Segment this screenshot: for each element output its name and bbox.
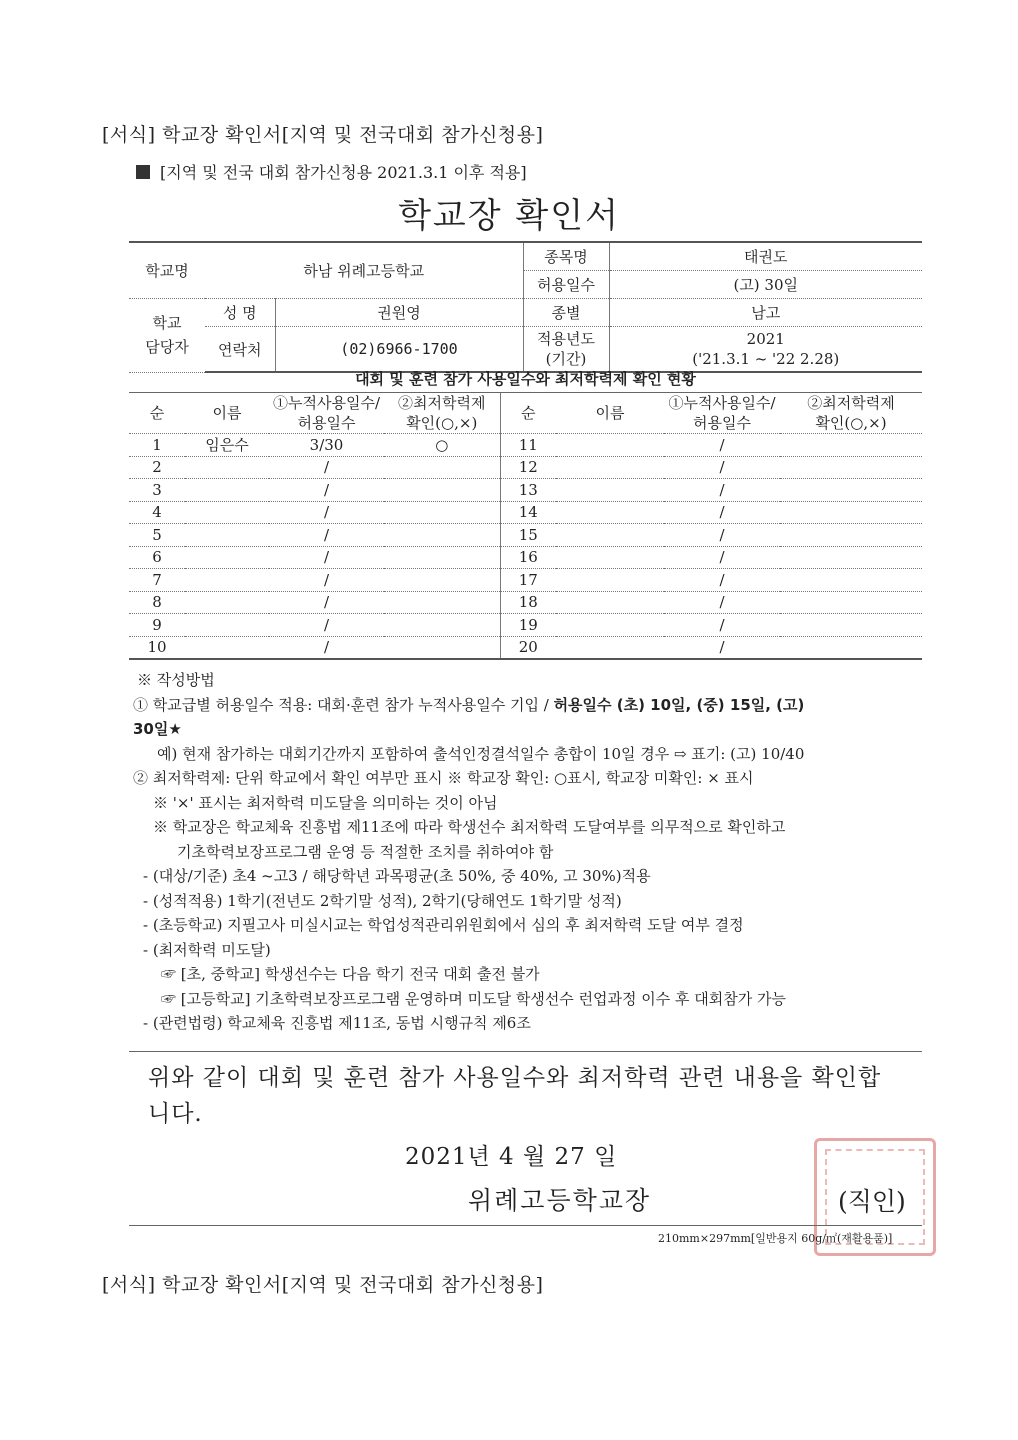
confirmation-statement bbox=[148, 1060, 928, 1132]
row-no-2: 18 bbox=[500, 591, 556, 614]
period-value-text: ('21.3.1 ~ '22 2.28) bbox=[692, 350, 840, 368]
sport-value: 태권도 bbox=[609, 242, 922, 271]
row-days: / bbox=[269, 479, 384, 502]
row-acad-2 bbox=[780, 524, 922, 547]
allow-days-value: (고) 30일 bbox=[609, 271, 922, 299]
section-title: 대회 및 훈련 참가 사용일수와 최저학력제 확인 현황 bbox=[129, 368, 922, 393]
row-name-2 bbox=[556, 591, 664, 614]
school-label: 학교명 bbox=[129, 242, 205, 299]
row-days-2: / bbox=[664, 614, 780, 637]
col-days-2 bbox=[664, 393, 780, 434]
table-row bbox=[129, 501, 922, 524]
issue-date: 2021년 4 월 27 일 bbox=[405, 1144, 618, 1170]
school-info-table bbox=[129, 241, 922, 373]
row-no-2: 19 bbox=[500, 614, 556, 637]
instruction-high: ☞ [고등학교] 기초학력보장프로그램 운영하며 미도달 학생선수 런업과정 이수 후 대회참가 가능 bbox=[161, 989, 787, 1008]
instruction-2-duty: ※ 학교장은 학교체육 진흥법 제11조에 따라 학생선수 최저학력 도달여부를 의무적으로 확인하고 bbox=[153, 818, 786, 836]
instruction-2: ② 최저학력제: 단위 학교에서 확인 여부만 표시 ※ 학교장 확인: ○표시, 학교장 미확인: × 표시 bbox=[133, 769, 754, 787]
row-acad-2 bbox=[780, 569, 922, 592]
row-acad bbox=[384, 569, 500, 592]
col-name: 이름 bbox=[185, 393, 269, 434]
row-days-2: / bbox=[664, 479, 780, 502]
row-no-2: 17 bbox=[500, 569, 556, 592]
row-days-2: / bbox=[664, 591, 780, 614]
instruction-below-min: - (최저학력 미도달) bbox=[143, 940, 271, 959]
year-value bbox=[609, 327, 922, 373]
row-days-2: / bbox=[664, 434, 780, 457]
instruction-1-cont: 30일★ bbox=[133, 720, 182, 738]
col-no-2: 순 bbox=[500, 393, 556, 434]
row-days: / bbox=[269, 636, 384, 659]
instruction-elementary: - (초등학교) 지필고사 미실시교는 학업성적관리위원회에서 심의 후 최저학력 도달 여부 결정 bbox=[143, 916, 744, 934]
row-no: 9 bbox=[129, 614, 185, 637]
instruction-1-bold: 허용일수 (초) 10일, (중) 15일, (고) bbox=[553, 695, 805, 714]
row-acad bbox=[384, 591, 500, 614]
row-name bbox=[185, 591, 269, 614]
row-name bbox=[185, 546, 269, 569]
student-table bbox=[129, 393, 922, 660]
col-days-line2: 허용일수 bbox=[297, 414, 356, 432]
instructions bbox=[133, 668, 933, 1036]
row-days-2: / bbox=[664, 456, 780, 479]
row-days: / bbox=[269, 456, 384, 479]
row-name bbox=[185, 456, 269, 479]
instruction-middle: ☞ [초, 중학교] 학생선수는 다음 학기 전국 대회 출전 불가 bbox=[161, 965, 540, 983]
instruction-law: - (관련법령) 학교체육 진흥법 제11조, 동법 시행규칙 제6조 bbox=[143, 1014, 531, 1032]
row-acad bbox=[384, 456, 500, 479]
square-bullet-icon bbox=[136, 165, 150, 179]
staff-label bbox=[129, 299, 205, 373]
row-days: / bbox=[269, 524, 384, 547]
row-no: 1 bbox=[129, 434, 185, 457]
row-no-2: 11 bbox=[500, 434, 556, 457]
instructions-heading: ※ 작성방법 bbox=[137, 671, 215, 689]
table-row bbox=[129, 591, 922, 614]
sport-label: 종목명 bbox=[523, 242, 609, 271]
staff-label-line2: 담당자 bbox=[145, 338, 189, 357]
row-acad-2 bbox=[780, 591, 922, 614]
form-label-header: [서식] 학교장 확인서[지역 및 전국대회 참가신청용] bbox=[102, 124, 544, 146]
row-no-2: 13 bbox=[500, 479, 556, 502]
table-row bbox=[129, 524, 922, 547]
divider-bottom bbox=[129, 1225, 922, 1226]
applicability-note bbox=[136, 160, 527, 183]
row-no: 4 bbox=[129, 501, 185, 524]
seal-label: (직인) bbox=[838, 1187, 906, 1216]
row-name-2 bbox=[556, 501, 664, 524]
row-name bbox=[185, 636, 269, 659]
row-no: 10 bbox=[129, 636, 185, 659]
row-name-2 bbox=[556, 614, 664, 637]
applicability-text: [지역 및 전국 대회 참가신청용 2021.3.1 이후 적용] bbox=[160, 163, 527, 182]
name-value: 권원영 bbox=[275, 299, 523, 327]
contact-label: 연락처 bbox=[205, 327, 275, 373]
row-acad bbox=[384, 546, 500, 569]
table-row bbox=[129, 456, 922, 479]
table-row bbox=[129, 614, 922, 637]
col-acad-2 bbox=[780, 393, 922, 434]
row-no-2: 12 bbox=[500, 456, 556, 479]
form-label-footer: [서식] 학교장 확인서[지역 및 전국대회 참가신청용] bbox=[102, 1274, 544, 1296]
row-no: 5 bbox=[129, 524, 185, 547]
row-days-2: / bbox=[664, 524, 780, 547]
row-days: 3/30 bbox=[269, 434, 384, 457]
row-no-2: 14 bbox=[500, 501, 556, 524]
row-acad bbox=[384, 636, 500, 659]
school-value: 하남 위례고등학교 bbox=[205, 242, 523, 299]
row-days-2: / bbox=[664, 501, 780, 524]
principal-title: 위례고등학교장 bbox=[468, 1186, 652, 1215]
row-name bbox=[185, 569, 269, 592]
col-acad bbox=[384, 393, 500, 434]
gender-value: 남고 bbox=[609, 299, 922, 327]
gender-label: 종별 bbox=[523, 299, 609, 327]
table-row bbox=[129, 479, 922, 502]
row-name-2 bbox=[556, 546, 664, 569]
row-days: / bbox=[269, 546, 384, 569]
row-name: 임은수 bbox=[185, 434, 269, 457]
confirmation-line2: 니다. bbox=[148, 1101, 203, 1127]
row-acad-2 bbox=[780, 546, 922, 569]
row-days-2: / bbox=[664, 546, 780, 569]
paper-spec: 210mm×297mm[일반용지 60g/㎡(재활용품)] bbox=[658, 1232, 893, 1245]
row-name-2 bbox=[556, 434, 664, 457]
instruction-2-note: ※ '×' 표시는 최저학력 미도달을 의미하는 것이 아님 bbox=[153, 793, 498, 812]
row-name-2 bbox=[556, 456, 664, 479]
row-no: 2 bbox=[129, 456, 185, 479]
year-label-line1: 적용년도 bbox=[537, 330, 595, 348]
row-acad-2 bbox=[780, 501, 922, 524]
row-name bbox=[185, 524, 269, 547]
col-days-2-line1: ①누적사용일수/ bbox=[668, 394, 776, 412]
row-acad-2 bbox=[780, 479, 922, 502]
col-days bbox=[269, 393, 384, 434]
row-days: / bbox=[269, 591, 384, 614]
confirmation-line1: 위와 같이 대회 및 훈련 참가 사용일수와 최저학력 관련 내용을 확인합 bbox=[148, 1065, 882, 1091]
row-acad bbox=[384, 479, 500, 502]
row-no-2: 20 bbox=[500, 636, 556, 659]
table-row bbox=[129, 434, 922, 457]
row-no-2: 16 bbox=[500, 546, 556, 569]
instruction-1-text: ① 학교급별 허용일수 적용: 대회·훈련 참가 누적사용일수 기입 / bbox=[133, 695, 554, 714]
row-acad bbox=[384, 614, 500, 637]
divider bbox=[129, 1051, 922, 1052]
col-days-line1: ①누적사용일수/ bbox=[273, 394, 380, 412]
document-title: 학교장 확인서 bbox=[398, 196, 620, 236]
col-acad-line2: 확인(○,×) bbox=[406, 414, 478, 432]
row-days: / bbox=[269, 569, 384, 592]
row-name-2 bbox=[556, 569, 664, 592]
row-acad-2 bbox=[780, 614, 922, 637]
row-acad bbox=[384, 524, 500, 547]
instruction-target: - (대상/기준) 초4 ~고3 / 해당학년 과목평균(초 50%, 중 40%, 고 30%)적용 bbox=[143, 867, 651, 885]
year-value-text: 2021 bbox=[746, 330, 785, 348]
col-no: 순 bbox=[129, 393, 185, 434]
row-days-2: / bbox=[664, 569, 780, 592]
row-days: / bbox=[269, 614, 384, 637]
row-no: 3 bbox=[129, 479, 185, 502]
year-label-line2: (기간) bbox=[545, 350, 587, 368]
instruction-1 bbox=[133, 693, 933, 718]
table-row bbox=[129, 569, 922, 592]
table-row bbox=[129, 636, 922, 659]
col-acad-2-line1: ②최저학력제 bbox=[807, 394, 895, 412]
row-name bbox=[185, 501, 269, 524]
row-no: 6 bbox=[129, 546, 185, 569]
col-acad-line1: ②최저학력제 bbox=[398, 394, 486, 412]
row-no: 8 bbox=[129, 591, 185, 614]
row-no: 7 bbox=[129, 569, 185, 592]
row-name-2 bbox=[556, 479, 664, 502]
row-acad-2 bbox=[780, 636, 922, 659]
name-label: 성 명 bbox=[205, 299, 275, 327]
row-name bbox=[185, 479, 269, 502]
instruction-grades: - (성적적용) 1학기(전년도 2학기말 성적), 2학기(당해연도 1학기말 성적) bbox=[143, 891, 622, 910]
row-name bbox=[185, 614, 269, 637]
instruction-example: 예) 현재 참가하는 대회기간까지 포함하여 출석인정결석일수 총합이 10일 경우 ⇨ 표기: (고) 10/40 bbox=[157, 744, 805, 763]
row-name-2 bbox=[556, 636, 664, 659]
col-days-2-line2: 허용일수 bbox=[693, 414, 751, 432]
col-acad-2-line2: 확인(○,×) bbox=[815, 414, 887, 432]
table-row bbox=[129, 546, 922, 569]
row-no-2: 15 bbox=[500, 524, 556, 547]
row-acad bbox=[384, 501, 500, 524]
staff-label-line1: 학교 bbox=[152, 314, 182, 333]
row-acad-2 bbox=[780, 434, 922, 457]
instruction-2-duty-cont: 기초학력보장프로그램 운영 등 적절한 조치를 취하여야 함 bbox=[177, 842, 554, 861]
allow-days-label: 허용일수 bbox=[523, 271, 609, 299]
row-days: / bbox=[269, 501, 384, 524]
year-label bbox=[523, 327, 609, 373]
row-name-2 bbox=[556, 524, 664, 547]
row-acad-2 bbox=[780, 456, 922, 479]
row-days-2: / bbox=[664, 636, 780, 659]
col-name-2: 이름 bbox=[556, 393, 664, 434]
row-acad: ○ bbox=[384, 434, 500, 457]
contact-value: (02)6966-1700 bbox=[275, 327, 523, 373]
